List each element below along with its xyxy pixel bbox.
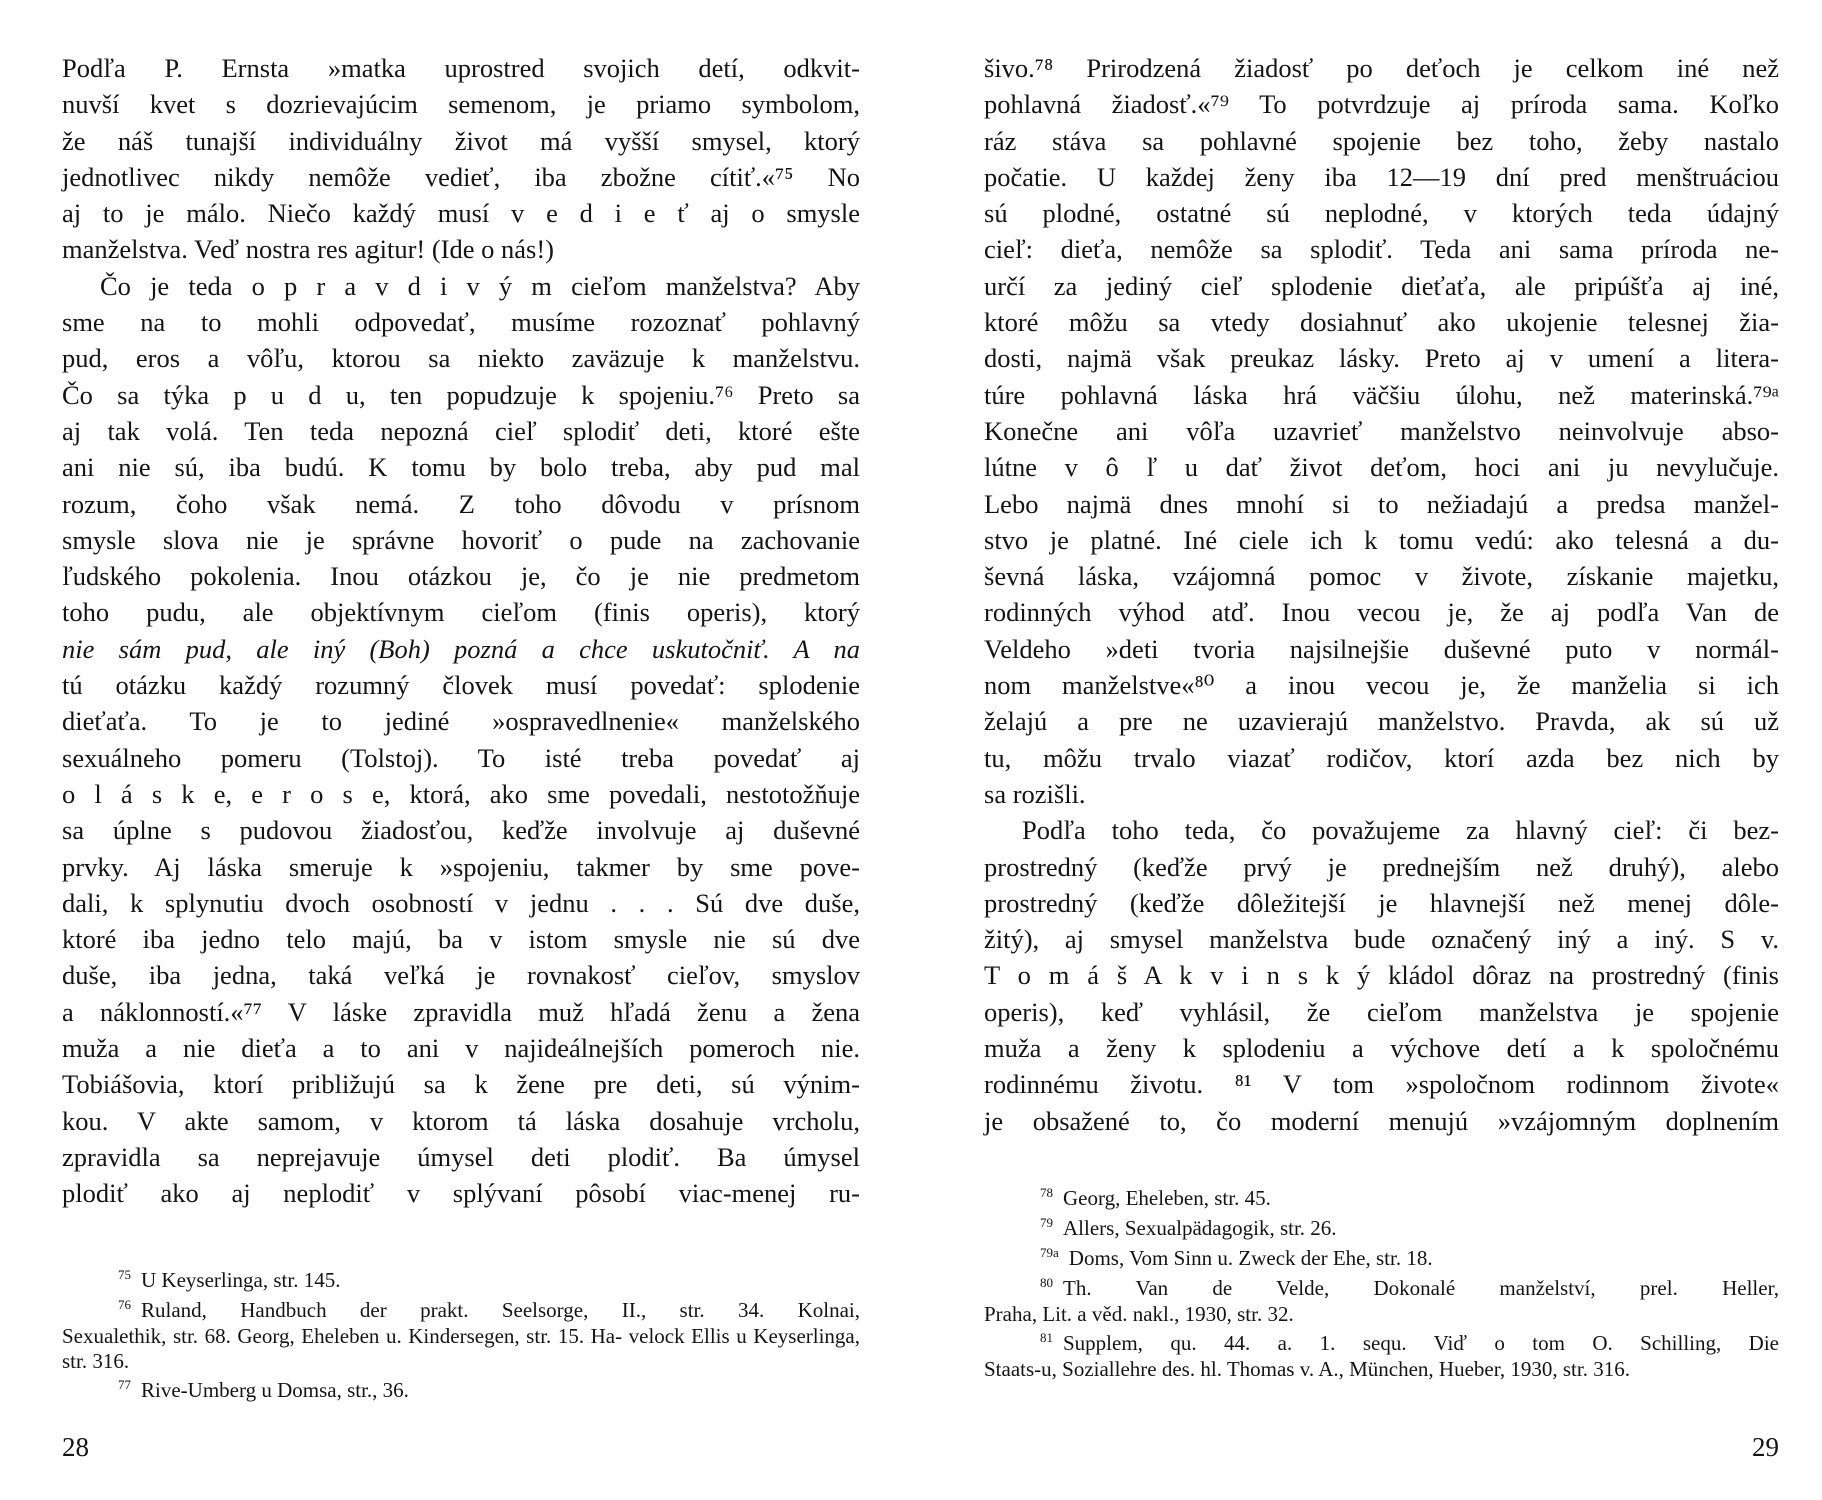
page-number-right: 29 <box>1752 1432 1779 1462</box>
text-line: sa rozišli. <box>984 778 1086 809</box>
footnote <box>62 1372 860 1404</box>
footnote-text: U Keyserlinga, str. 145. <box>141 1268 341 1292</box>
right-body-text <box>984 50 1779 1139</box>
text-line: aj to je málo. Niečo každý musí v e d i e ť aj o smysle <box>62 198 860 229</box>
text-line: že náš tunajší individuálny život má vyšší smysel, ktorý <box>62 125 860 156</box>
footnote-number: 76 <box>118 1297 131 1312</box>
footnote-number: 80 <box>1040 1275 1053 1290</box>
text-line: Čo sa týka p u d u, ten popudzuje k spojeniu.⁷⁶ Preto sa <box>62 379 860 410</box>
text-line: nie sám pud, ale iný (Boh) pozná a chce uskutočniť. A na <box>62 633 860 664</box>
footnote-text: Th. Van de Velde, Dokonalé manželství, prel. Heller, <box>1063 1276 1779 1300</box>
text-line: T o m á š A k v i n s k ý kládol dôraz na prostredný (finis <box>984 960 1779 991</box>
footnote-number: 77 <box>118 1377 131 1392</box>
footnote <box>984 1270 1779 1327</box>
text-line: kou. V akte samom, v ktorom tá láska dosahuje vrcholu, <box>62 1105 860 1136</box>
text-line: želajú a pre ne uzavierajú manželstvo. Pravda, ak sú už <box>984 706 1779 737</box>
text-line: ráz stáva sa pohlavné spojenie bez toho, žeby nastalo <box>984 125 1779 156</box>
footnote-continuation: Sexualethik, str. 68. Georg, Eheleben u. Kindersegen, str. 15. Ha- velock Ellis u Keyserlinga, str. 316. <box>62 1323 860 1373</box>
text-line: počatie. U každej ženy iba 12—19 dní pred menštruáciou <box>984 161 1779 192</box>
text-line: toho pudu, ale objektívnym cieľom (finis operis), ktorý <box>62 597 860 628</box>
text-line: sexuálneho pomeru (Tolstoj). To isté treba povedať aj <box>62 742 860 773</box>
text-line: a náklonností.«⁷⁷ V láske zpravidla muž hľadá ženu a žena <box>62 996 860 1027</box>
text-line: prvky. Aj láska smeruje k »spojeniu, takmer by sme pove- <box>62 851 860 882</box>
text-line: dieťaťa. To je to jediné »ospravedlnenie« manželského <box>62 706 860 737</box>
footnote-number: 81 <box>1040 1330 1053 1345</box>
footnote-text: Rive-Umberg u Domsa, str., 36. <box>141 1378 409 1402</box>
text-line: ani nie sú, iba budú. K tomu by bolo treba, aby pud mal <box>62 452 860 483</box>
text-line: manželstva. Veď nostra res agitur! (Ide o nás!) <box>62 234 554 265</box>
text-line: jednotlivec nikdy nemôže vedieť, iba zbožne cítiť.«⁷⁵ No <box>62 161 860 192</box>
page-number-left: 28 <box>62 1432 89 1462</box>
text-line: Konečne ani vôľa uzavrieť manželstvo neinvolvuje abso- <box>984 415 1779 446</box>
text-line: dali, k splynutiu dvoch osobností v jednu . . . Sú dve duše, <box>62 887 860 918</box>
footnote-number: 79 <box>1040 1215 1053 1230</box>
footnote-text: Doms, Vom Sinn u. Zweck der Ehe, str. 18. <box>1068 1246 1433 1270</box>
text-line: rodinnému životu. ⁸¹ V tom »spoločnom rodinnom živote« <box>984 1069 1779 1100</box>
footnote <box>984 1210 1779 1242</box>
footnote <box>62 1292 860 1375</box>
text-line: ľudského pokolenia. Inou otázkou je, čo je nie predmetom <box>62 561 860 592</box>
text-line: rodinných výhod atď. Inou vecou je, že aj podľa Van de <box>984 597 1779 628</box>
text-line: o l á s k e, e r o s e, ktorá, ako sme povedali, nestotožňuje <box>62 778 860 809</box>
text-line: rozum, čoho však nemá. Z toho dôvodu v prísnom <box>62 488 860 519</box>
text-line: pud, eros a vôľu, ktorou sa niekto zaväzuje k manželstvu. <box>62 343 860 374</box>
text-line: sú plodné, ostatné sú neplodné, v ktorých teda údajný <box>984 198 1779 229</box>
text-line: Podľa P. Ernsta »matka uprostred svojich detí, odkvit- <box>62 53 860 83</box>
text-line: Čo je teda o p r a v d i v ý m cieľom manželstva? Aby <box>100 270 860 301</box>
footnote-text: Allers, Sexualpädagogik, str. 26. <box>1063 1216 1337 1240</box>
left-body-text <box>62 50 860 1212</box>
text-line: zpravidla sa neprejavuje úmysel deti plodiť. Ba úmysel <box>62 1141 860 1172</box>
text-line: stvo je platné. Iné ciele ich k tomu vedú: ako telesná a du- <box>984 524 1779 555</box>
text-line: duše, iba jedna, taká veľká je rovnakosť cieľov, smyslov <box>62 960 860 991</box>
text-line: sa úplne s pudovou žiadosťou, keďže involvuje aj duševné <box>62 815 860 846</box>
text-line: prostredný (keďže prvý je prednejším než druhý), alebo <box>984 851 1779 882</box>
text-line: lútne v ô ľ u dať život deťom, hoci ani ju nevylučuje. <box>984 452 1779 483</box>
text-line: sme na to mohli odpovedať, musíme rozoznať pohlavný <box>62 307 860 338</box>
text-line: šivo.⁷⁸ Prirodzená žiadosť po deťoch je celkom iné než <box>984 53 1779 83</box>
footnote-continuation: Praha, Lit. a věd. nakl., 1930, str. 32. <box>984 1301 1294 1326</box>
footnote-text: Ruland, Handbuch der prakt. Seelsorge, II., str. 34. Kolnai, <box>141 1298 860 1322</box>
text-line: prostredný (keďže dôležitejší je hlavnejší než menej dôle- <box>984 887 1779 918</box>
text-line: plodiť ako aj neplodiť v splývaní pôsobí viac-menej ru- <box>62 1178 860 1209</box>
text-line: smysle slova nie je správne hovoriť o pude na zachovanie <box>62 524 860 555</box>
text-line: aj tak volá. Ten teda nepozná cieľ splodiť deti, ktoré ešte <box>62 415 860 446</box>
text-line: je obsažené to, čo moderní menujú »vzájomným doplnením <box>984 1105 1779 1136</box>
footnote <box>62 1262 860 1294</box>
text-line: muža a ženy k splodeniu a výchove detí a k spoločnému <box>984 1033 1779 1064</box>
text-line: operis), keď vyhlásil, že cieľom manželstva je spojenie <box>984 996 1779 1027</box>
text-line: žitý), aj smysel manželstva bude označený iný a iný. S v. <box>984 924 1779 955</box>
footnote <box>984 1240 1779 1272</box>
footnote-continuation: Staats-u, Soziallehre des. hl. Thomas v. A., München, Hueber, 1930, str. 316. <box>984 1356 1630 1381</box>
text-line: Tobiášovia, ktorí približujú sa k žene pre deti, sú výnim- <box>62 1069 860 1100</box>
text-line: muža a nie dieťa a to ani v najideálnejších pomeroch nie. <box>62 1033 860 1064</box>
text-line: Podľa toho teda, čo považujeme za hlavný cieľ: či bez- <box>1022 815 1779 846</box>
text-line: nuvší kvet s dozrievajúcim semenom, je priamo symbolom, <box>62 89 860 120</box>
text-line: pohlavná žiadosť.«⁷⁹ To potvrdzuje aj príroda sama. Koľko <box>984 89 1779 120</box>
footnote-number: 78 <box>1040 1185 1053 1200</box>
text-line: túre pohlavná láska hrá väčšiu úlohu, než materinská.⁷⁹ᵃ <box>984 379 1779 410</box>
footnote <box>984 1325 1779 1382</box>
text-line: určí za jediný cieľ splodenie dieťaťa, ale pripúšťa aj iné, <box>984 270 1779 301</box>
text-line: cieľ: dieťa, nemôže sa splodiť. Teda ani sama príroda ne- <box>984 234 1779 265</box>
text-line: tú otázku každý rozumný človek musí povedať: splodenie <box>62 670 860 701</box>
footnote-number: 75 <box>118 1267 131 1282</box>
text-line: dosti, najmä však preukaz lásky. Preto aj v umení a litera- <box>984 343 1779 374</box>
footnote-text: Supplem, qu. 44. a. 1. sequ. Viď o tom O. Schilling, Die <box>1063 1331 1779 1355</box>
text-line: ktoré iba jedno telo majú, ba v istom smysle nie sú dve <box>62 924 860 955</box>
text-line: nom manželstve«⁸⁰ a inou vecou je, že manželia si ich <box>984 670 1779 701</box>
text-line: ševná láska, vzájomná pomoc v živote, získanie majetku, <box>984 561 1779 592</box>
text-line: tu, môžu trvalo viazať rodičov, ktorí azda bez nich by <box>984 742 1779 773</box>
footnote-text: Georg, Eheleben, str. 45. <box>1063 1186 1271 1210</box>
footnote <box>984 1180 1779 1212</box>
text-line: ktoré môžu sa vtedy dosiahnuť ako ukojenie telesnej žia- <box>984 307 1779 338</box>
text-line: Veldeho »deti tvoria najsilnejšie duševné puto v normál- <box>984 633 1779 664</box>
right-page <box>911 0 1822 1500</box>
footnote-number: 79a <box>1040 1245 1059 1260</box>
text-line: Lebo najmä dnes mnohí si to nežiadajú a predsa manžel- <box>984 488 1779 519</box>
